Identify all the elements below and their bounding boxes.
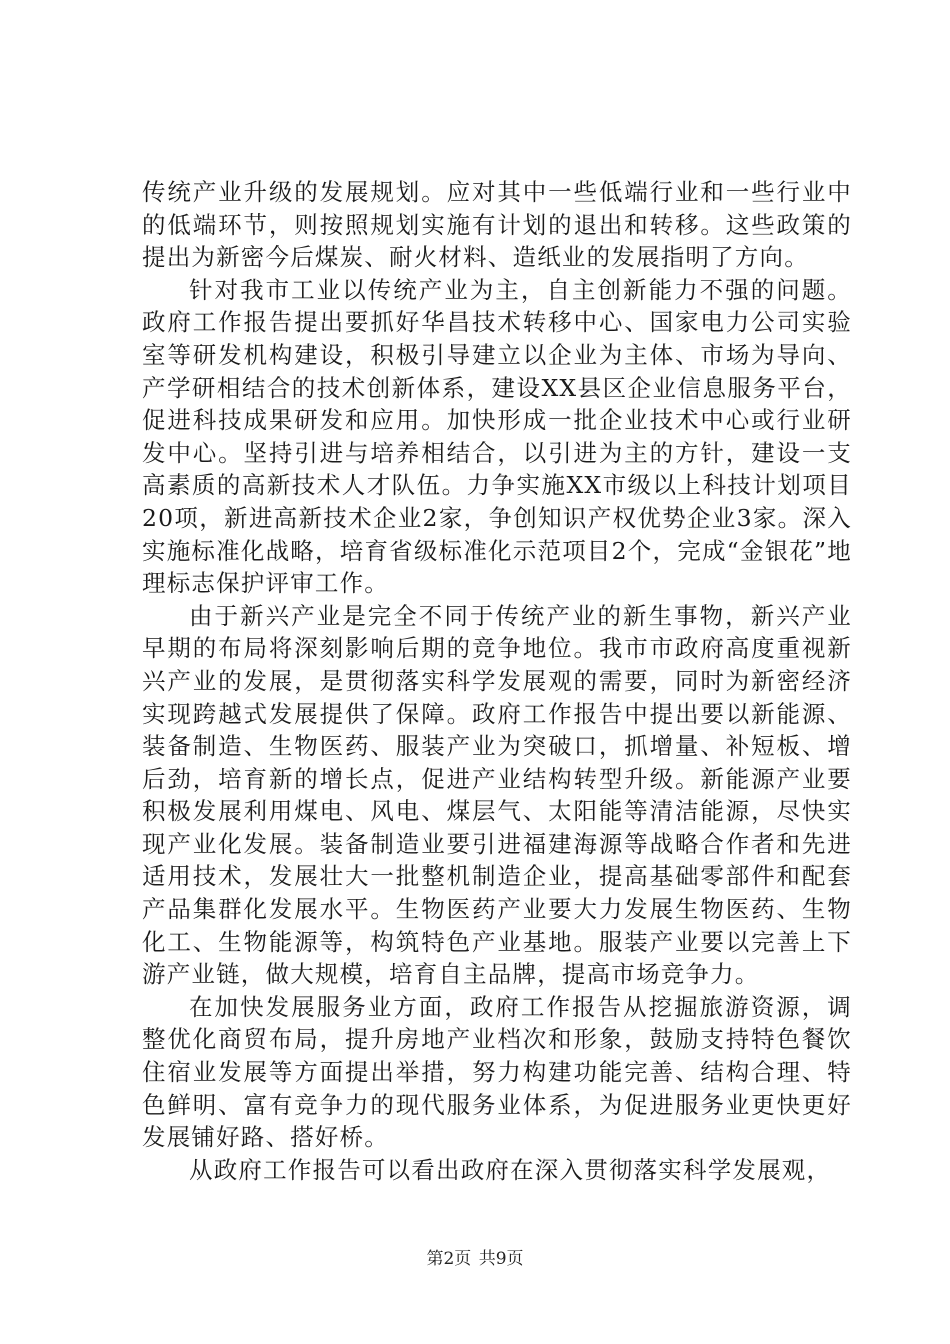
paragraph-service-industry: 在加快发展服务业方面，政府工作报告从挖掘旅游资源，调整优化商贸布局，提升房地产业档次和形象，鼓励支持特色餐饮住宿业发展等方面提出举措，努力构建功能完善、结构合理、特色鲜明、富有竞争力的现代服务业体系，为促进服务业更快更好发展铺好路、搭好桥。 [142, 992, 852, 1152]
paragraph-emerging-industries: 由于新兴产业是完全不同于传统产业的新生事物，新兴产业早期的布局将深刻影响后期的竞争地位。我市市政府高度重视新兴产业的发展，是贯彻落实科学发展观的需要，同时为新密经济实现跨越式发展提供了保障。政府工作报告中提出要以新能源、装备制造、生物医药、服装产业为突破口，抓增量、补短板、增后劲，培育新的增长点，促进产业结构转型升级。新能源产业要积极发展利用煤电、风电、煤层气、太阳能等清洁能源，尽快实现产业化发展。装备制造业要引进福建海源等战略合作者和先进适用技术，发展壮大一批整机制造企业，提高基础零部件和配套产品集群化发展水平。生物医药产业要大力发展生物医药、生物化工、生物能源等，构筑特色产业基地。服装产业要以完善上下游产业链，做大规模，培育自主品牌，提高市场竞争力。 [142, 601, 852, 989]
page-number: 第2页 [426, 1249, 472, 1269]
paragraph-continuation: 传统产业升级的发展规划。应对其中一些低端行业和一些行业中的低端环节，则按照规划实施有计划的退出和转移。这些政策的提出为新密今后煤炭、耐火材料、造纸业的发展指明了方向。 [142, 178, 852, 272]
paragraph-innovation: 针对我市工业以传统产业为主，自主创新能力不强的问题。政府工作报告提出要抓好华昌技术转移中心、国家电力公司实验室等研发机构建设，积极引导建立以企业为主体、市场为导向、产学研相结合的技术创新体系，建设XX县区企业信息服务平台，促进科技成果研发和应用。加快形成一批企业技术中心或行业研发中心。坚持引进与培养相结合，以引进为主的方针，建设一支高素质的高新技术人才队伍。力争实施XX市级以上科技计划项目20项，新进高新技术企业2家，争创知识产权优势企业3家。深入实施标准化战略，培育省级标准化示范项目2个，完成“金银花”地理标志保护评审工作。 [142, 275, 852, 598]
page-footer [0, 1244, 950, 1269]
page-total: 共9页 [478, 1249, 524, 1269]
paragraph-conclusion-start: 从政府工作报告可以看出政府在深入贯彻落实科学发展观， [189, 1155, 832, 1184]
body-text [142, 176, 852, 1186]
